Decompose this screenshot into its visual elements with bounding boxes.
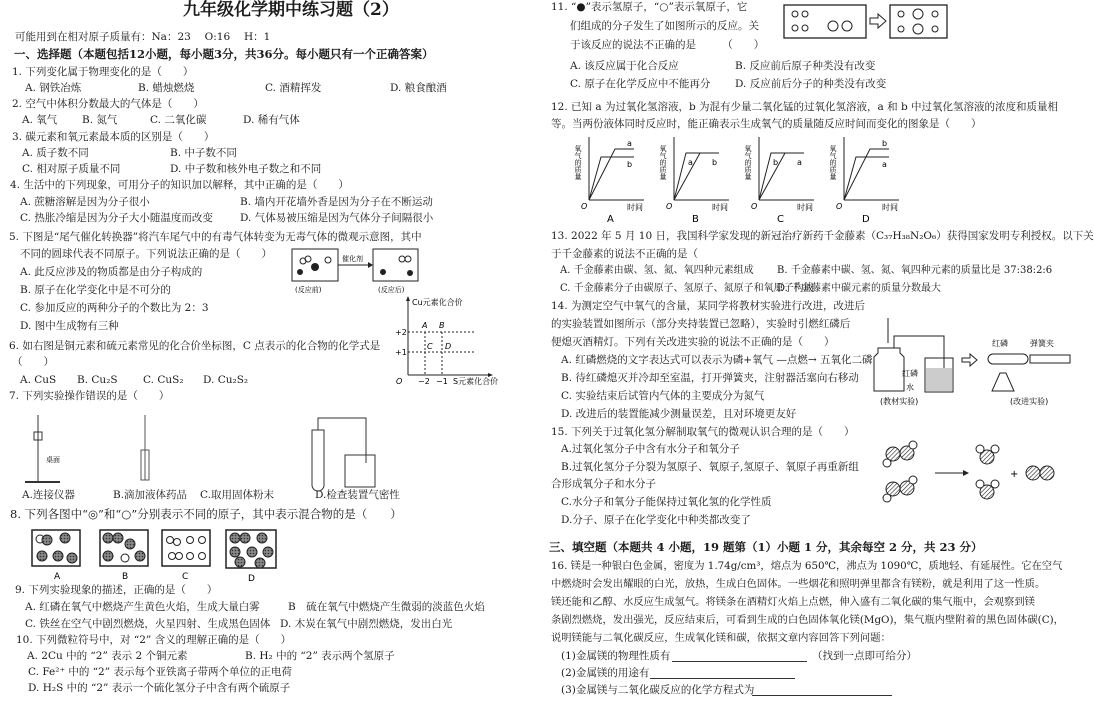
q11-stem-line3: 于该反应的说法不正确的是 （ ） [570,39,765,51]
graph-series-label: b [712,158,718,167]
q13-stem-line2: 于千金藤素的说法不正确的是（ [551,248,698,260]
q9-option-c: C. 铁丝在空气中剧烈燃烧，火星四射、生成黑色固体 [25,618,271,630]
q15-option-c: C.水分子和氧分子能保持过氧化氢的化学性质 [561,496,772,508]
q7-option-d: D.检查装置气密性 [315,489,400,501]
q15-option-b-cont: 合形成氧分子和水分子 [551,478,656,490]
q13-option-b: B. 千金藤素中碳、氢、氮、氧四种元素的质量比是 37:38:2:6 [777,265,1053,276]
q3-stem: 3. 碳元素和氧元素最本质的区别是（ ） [12,131,215,143]
q12-oxygen-mass-graphs [574,135,898,225]
q4-option-b: B. 墙内开花墙外香是因为分子在不断运动 [240,196,433,208]
q11-option-c: C. 原子在化学反应中不能再分 [570,78,711,90]
q5-stem-line2: 不同的圆球代表不同原子。下列说法正确的是（ ） [20,248,272,260]
q16-line-2: 中燃烧时会发出耀眼的白光，放热，生成白色固体。一些烟花和照明弹里都含有镁粉，就是利用了这一性质。 [551,578,1046,590]
graph-option-label: B [692,214,699,225]
q16-sub3: (3)金属镁与二氧化碳反应的化学方程式为 [561,684,755,696]
section3-heading: 三、填空题（本题共 4 小题，19 题第（1）小题 1 分，其余每空 2 分，共 23 分） [549,540,983,554]
q14-option-c: C. 实验结束后试管内气体的主要成分为氮气 [561,390,765,402]
graph-series-label: a [627,139,632,148]
before-label: (反应前) [295,286,322,294]
graph-series-label: a [688,158,693,167]
q3-option-a: A. 质子数不同 [22,147,89,159]
q2-option-a: A. 氧气 [22,114,58,126]
graph-x-label: 时间 [627,203,643,212]
q11-option-a: A. 该反应属于化合反应 [570,60,679,72]
q6-option-d: D. Cu₂S₂ [203,374,249,386]
catalytic-converter-figure [290,247,420,295]
graph-origin: O [836,202,843,211]
q7-option-c: C.取用固体粉末 [200,489,274,501]
svg-text:O: O [396,377,403,386]
svg-text:(教材实验): (教材实验) [880,397,919,406]
q16-sub2: (2)金属镁的用途有 [561,667,650,679]
q14-stem: 14. 为测定空气中氧气的含量，某同学将教材实验进行改进，改进后 [551,300,866,312]
q5-option-d: D. 图中生成物有三种 [20,320,119,332]
graph-series-label: b [882,139,888,148]
graph-y-label: 氧气的质量 [829,145,837,180]
q4-option-a: A. 蔗糖溶解是因为分子很小 [20,196,150,208]
graph-y-label: 氧气的质量 [744,145,752,180]
q4-option-c: C. 热胀冷缩是因为分子大小随温度而改变 [20,212,213,224]
graph-y-label: 氧气的质量 [659,145,667,180]
q3-option-d: D. 中子数和核外电子数之和不同 [170,163,322,175]
graph-option-label: D [862,214,870,225]
q9-option-b: B 硫在氧气中燃烧产生微弱的淡蓝色火焰 [288,601,485,613]
q4-option-d: D. 气体易被压缩是因为气体分子间隔很小 [240,212,434,224]
graph-origin: O [581,202,588,211]
q16-line-1: 16. 镁是一种银白色金属，密度为 1.74g/cm³，熔点为 650℃，沸点为 1090℃，质地轻、有延展性。它在空气 [551,560,1063,572]
q13-option-a: A. 千金藤素由碳、氢、氮、氧四种元素组成 [560,265,754,276]
graph-option-label: C [777,214,784,225]
svg-text:C: C [427,342,433,351]
q1-option-a: A. 钢铁冶炼 [25,82,82,94]
svg-text:C: C [182,572,189,582]
q10-option-b: B. H₂ 中的 “2” 表示两个氢原子 [245,650,395,662]
svg-text:D: D [248,574,255,584]
q6-option-b: B. Cu₂S [77,374,118,386]
q11-reaction-figure [783,4,948,42]
q9-stem: 9. 下列实验现象的描述，正确的是（ ） [15,584,218,596]
q15-option-d: D.分子、原子在化学变化中种类都改变了 [561,514,751,526]
q11-option-b: B. 反应前后原子种类没有改变 [735,60,876,72]
q13-option-c: C. 千金藤素分子由碳原子、氢原子、氮原子和氧原子构成 [560,283,814,294]
graph-option-label: A [607,214,614,225]
q5-option-b: B. 原子在化学变化中是不可分的 [20,284,171,296]
q16-answer-blank-2[interactable] [650,678,795,679]
q16-sub1-hint: （找到一点即可给分） [812,650,917,662]
svg-text:−2: −2 [418,377,430,386]
atomic-masses: 可能用到在相对原子质量有：Na：23 O:16 H：1 [15,31,271,43]
q9-option-d: D. 木炭在氧气中剧烈燃烧，发出白光 [280,618,453,630]
graph-origin: O [666,202,673,211]
graph-series-label: a [797,158,802,167]
q3-option-b: B. 中子数不同 [170,147,237,159]
q10-option-c: C. Fe²⁺ 中的 “2” 表示每个亚铁离子带两个单位的正电荷 [28,666,292,678]
graph-y-label: 氧气的质量 [574,145,582,180]
svg-text:+2: +2 [395,328,407,337]
svg-text:A: A [422,321,428,330]
catalyst-label: 催化剂 [342,255,363,263]
q14-option-d: D. 改进后的装置能减少测量误差，且对环境更友好 [561,408,797,420]
q5-stem: 5. 下图是“尾气催化转换器”将汽车尾气中的有毒气体转变为无毒气体的微观示意图，其中 [9,231,422,243]
q1-stem: 1. 下列变化属于物理变化的是（ ） [12,66,194,78]
q12-stem-line2: 等。当两份液体同时反应时，能正确表示生成氧气的质量随反应时间而变化的图象是（ ） [551,118,982,130]
q16-answer-blank-3[interactable] [752,695,892,696]
q16-line-3: 镁还能和乙醇、水反应生成氢气。将镁条在酒精灯火焰上点燃，伸入盛有二氧化碳的集气瓶中，会观察到镁 [551,596,1035,608]
svg-text:(改进实验): (改进实验) [1010,397,1049,406]
q16-answer-blank-1[interactable] [672,661,807,662]
svg-text:D: D [445,342,452,351]
graph-x-label: 时间 [712,203,728,212]
q5-option-c: C. 参加反应的两种分子的个数比为 2：3 [20,302,209,314]
q16-sub1: (1)金属镁的物理性质有 [561,650,671,662]
q9-option-a: A. 红磷在氧气中燃烧产生黄色火焰，生成大量白雾 [25,601,260,613]
q2-option-c: C. 二氧化碳 [150,114,207,126]
svg-text:红磷: 红磷 [902,369,918,378]
page-title: 九年级化学期中练习题（2） [183,0,399,20]
q7-option-b: B.滴加液体药品 [113,489,188,501]
q7-option-a: A.连接仪器 [22,489,75,501]
q2-stem: 2. 空气中体积分数最大的气体是（ ） [12,98,204,110]
y-axis-label: Cu元素化合价 [412,298,463,307]
x-axis-label: S元素化合价 [453,377,499,386]
q13-option-d: D. 千金藤素中碳元素的质量分数最大 [777,283,942,294]
q5-option-a: A. 此反应涉及的物质都是由分子构成的 [20,266,203,278]
q1-option-c: C. 酒精挥发 [265,82,322,94]
q12-stem: 12. 已知 a 为过氧化氢溶液，b 为混有少量二氧化锰的过氧化氢溶液，a 和 b 中过氧化氢溶液的浓度和质量相 [551,101,1059,113]
q13-stem: 13. 2022 年 5 月 10 日，我国科学家发现的新冠治疗新药千金藤素（C₃₇H₃₈N₂O₆）获得国家发明专利授权。以下关 [551,230,1094,242]
svg-text:A: A [54,572,61,582]
graph-series-label: b [773,158,779,167]
q3-option-c: C. 相对原子质量不同 [22,163,121,175]
q6-option-a: A. CuS [20,374,57,386]
graph-series-label: a [882,160,887,169]
svg-text:桌面: 桌面 [46,456,60,464]
q2-option-b: B. 氮气 [82,114,118,126]
q14-stem-line3: 便熄灭酒精灯。下列有关改进实验的说法不正确的是（ ） [551,336,835,348]
graph-origin: O [751,202,758,211]
q4-stem: 4. 生活中的下列现象，可用分子的知识加以解释，其中正确的是（ ） [10,179,349,191]
q2-option-d: D. 稀有气体 [243,114,300,126]
graph-series-label: b [627,160,633,169]
q6-option-c: C. CuS₂ [143,374,184,386]
after-label: (反应后) [378,286,405,294]
svg-text:弹簧夹: 弹簧夹 [1030,339,1054,348]
svg-text:+1: +1 [395,348,407,357]
svg-text:水: 水 [906,383,914,392]
q11-stem: 11. “●”表示氢原子，“○”表示氧原子，它 [551,1,748,13]
q6-stem: 6. 如右图是铜元素和硫元素常见的化合价坐标图，C 点表示的化合物的化学式是 [9,340,381,352]
q15-option-a: A.过氧化氢分子中含有水分子和氧分子 [561,443,740,455]
section1-heading: 一、选择题（本题包括12小题，每小题3分，共36分。每小题只有一个正确答案） [14,47,434,61]
q14-apparatus-figure [870,318,1075,406]
q16-line-4: 条剧烈燃烧，发出强光，反应结束后，可看到生成的白色固体氧化镁(MgO)，集气瓶内壁附着的黑色固体碳(C)， [551,614,1064,626]
svg-text:+: + [1010,469,1019,480]
q1-option-b: B. 蜡烛燃烧 [138,82,195,94]
q11-option-d: D. 反应前后分子的种类没有改变 [735,78,887,90]
q15-decomposition-figure [875,437,1075,507]
q16-line-5: 说明镁能与二氧化碳反应，生成氧化镁和碳，依据文章内容回答下列问题： [551,632,891,644]
lab-operations-figure [20,410,350,488]
q10-stem: 10. 下列微粒符号中，对 “2” 含义的理解正确的是（ ） [16,634,292,646]
valence-coordinate-figure [395,295,530,385]
graph-x-label: 时间 [797,203,813,212]
q14-stem-line2: 的实验装置如图所示（部分夹持装置已忽略），实验时引燃红磷后 [551,318,851,330]
q8-stem: 8. 下列各图中“◎”和“○”分别表示不同的原子，其中表示混合物的是（ ） [10,507,402,521]
graph-x-label: 时间 [882,203,898,212]
svg-text:红磷: 红磷 [992,339,1008,348]
q6-stem-line2: （ ） [12,356,54,368]
q10-option-d: D. H₂S 中的 “2” 表示一个硫化氢分子中含有两个硫原子 [28,682,291,694]
svg-text:B: B [439,321,445,330]
q10-option-a: A. 2Cu 中的 “2” 表示 2 个铜元素 [27,650,188,662]
q15-option-b: B.过氧化氢分子分裂为氢原子、氧原子,氢原子、氧原子再重新组 [561,461,859,473]
mixture-diagrams [30,528,280,588]
q7-stem: 7. 下列实验操作错误的是（ ） [9,390,170,402]
q1-option-d: D. 粮食酿酒 [390,82,447,94]
q11-stem-line2: 们组成的分子发生了如图所示的反应。关 [570,20,759,32]
svg-text:−1: −1 [436,377,448,386]
q15-stem: 15. 下列关于过氧化氢分解制取氧气的微观认识合理的是（ ） [551,426,855,438]
svg-text:B: B [122,572,129,582]
q14-option-b: B. 待红磷熄灭并冷却至室温，打开弹簧夹，注射器活塞向右移动 [561,372,859,384]
q14-option-a: A. 红磷燃烧的文字表达式可以表示为磷+氧气 —点燃→ 五氧化二磷 [561,354,873,366]
